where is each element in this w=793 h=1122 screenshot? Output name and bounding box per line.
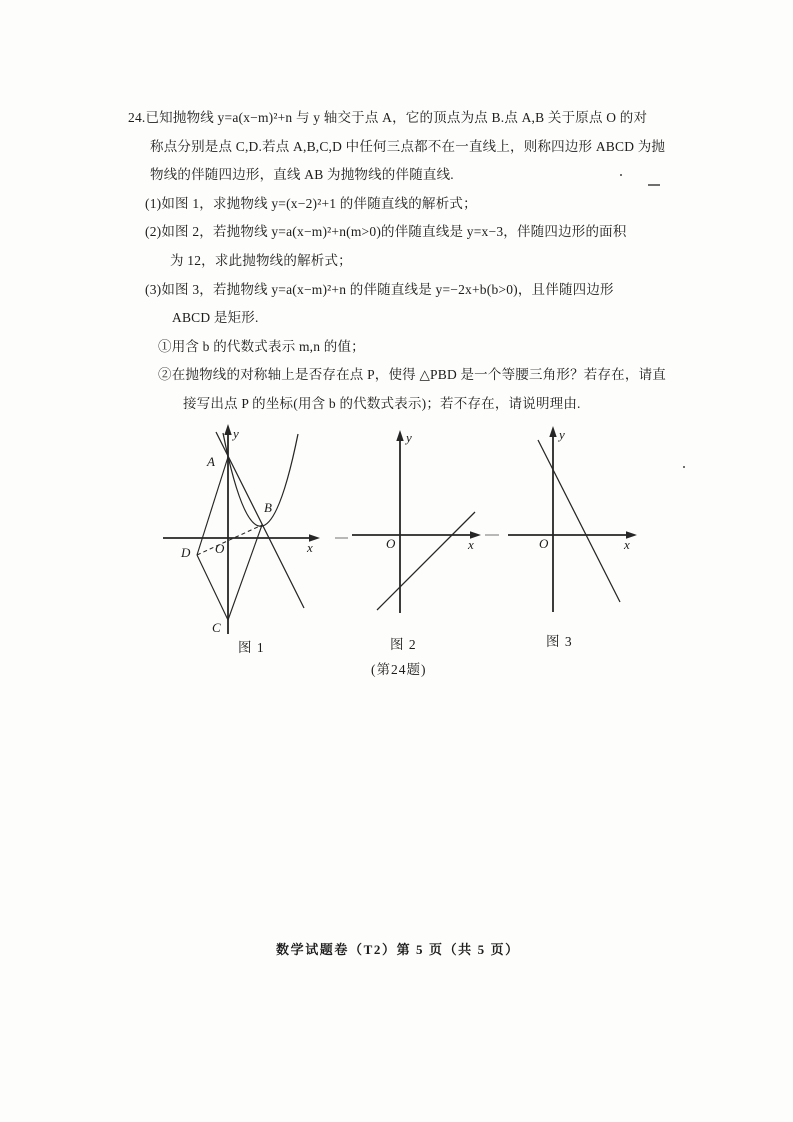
fig2-y-axis-label: y xyxy=(406,430,412,445)
problem-line-6: 为 12，求此抛物线的解析式； xyxy=(170,252,352,268)
fig3-y-axis-arrow-icon xyxy=(549,426,556,437)
fig1-diagonal-DB-dashed xyxy=(197,525,262,555)
figure-2 xyxy=(348,428,503,623)
fig1-edge-CD xyxy=(197,555,228,620)
scan-speck-dot-2 xyxy=(683,466,685,468)
fig3-companion-line xyxy=(538,440,620,602)
problem-line-9: ①用含 b 的代数式表示 m,n 的值； xyxy=(158,338,365,354)
problem-line-5: (2)如图 2，若抛物线 y=a(x−m)²+n(m>0)的伴随直线是 y=x−3，伴随四边形的面积 xyxy=(145,224,627,240)
scan-speck-dot-1 xyxy=(620,174,622,176)
figure-2-caption: 图 2 xyxy=(390,637,417,652)
fig3-y-axis-label: y xyxy=(559,427,565,442)
figure-3-caption: 图 3 xyxy=(546,634,573,649)
fig1-companion-line-AB xyxy=(216,432,304,608)
figure-1 xyxy=(155,422,355,667)
page-footer: 数学试题卷（T2）第 5 页（共 5 页） xyxy=(276,942,520,957)
figures-group-caption: (第24题) xyxy=(371,662,427,677)
problem-statement xyxy=(128,104,703,419)
fig3-x-axis-label: x xyxy=(624,537,630,552)
scan-speck-dash xyxy=(648,184,660,186)
fig1-x-axis-label: x xyxy=(307,540,313,555)
fig2-companion-line xyxy=(377,512,475,610)
fig1-origin-label: O xyxy=(215,541,225,556)
figure-3 xyxy=(505,425,655,620)
problem-line-2: 称点分别是点 C,D.若点 A,B,C,D 中任何三点都不在一直线上，则称四边形 ABCD 为抛 xyxy=(150,138,666,154)
problem-line-11: 接写出点 P 的坐标(用含 b 的代数式表示)；若不存在，请说明理由. xyxy=(183,395,581,411)
fig1-edge-BC xyxy=(228,525,262,620)
problem-line-4: (1)如图 1，求抛物线 y=(x−2)²+1 的伴随直线的解析式； xyxy=(145,195,477,211)
fig2-origin-label: O xyxy=(386,536,396,551)
fig1-point-label-B: B xyxy=(264,500,272,515)
fig3-origin-label: O xyxy=(539,536,549,551)
problem-line-8: ABCD 是矩形. xyxy=(172,310,259,326)
fig1-y-axis-arrow-icon xyxy=(224,424,231,435)
fig2-x-axis-label: x xyxy=(468,537,474,552)
fig2-y-axis-arrow-icon xyxy=(396,430,403,441)
fig1-point-label-A: A xyxy=(207,454,215,469)
problem-line-1: 24.已知抛物线 y=a(x−m)²+n 与 y 轴交于点 A，它的顶点为点 B.点 A,B 关于原点 O 的对 xyxy=(128,110,648,125)
fig1-point-label-C: C xyxy=(212,620,221,635)
fig1-parabola-curve xyxy=(223,433,298,526)
problem-line-3: 物线的伴随四边形，直线 AB 为抛物线的伴随直线. xyxy=(150,167,454,183)
problem-line-7: (3)如图 3，若抛物线 y=a(x−m)²+n 的伴随直线是 y=−2x+b(b>0)，且伴随四边形 xyxy=(145,281,614,297)
problem-line-10: ②在抛物线的对称轴上是否存在点 P，使得 △PBD 是一个等腰三角形？若存在，请直 xyxy=(158,367,666,383)
fig1-point-label-D: D xyxy=(181,545,191,560)
fig1-y-axis-label: y xyxy=(233,426,239,441)
figure-1-caption: 图 1 xyxy=(238,640,265,655)
